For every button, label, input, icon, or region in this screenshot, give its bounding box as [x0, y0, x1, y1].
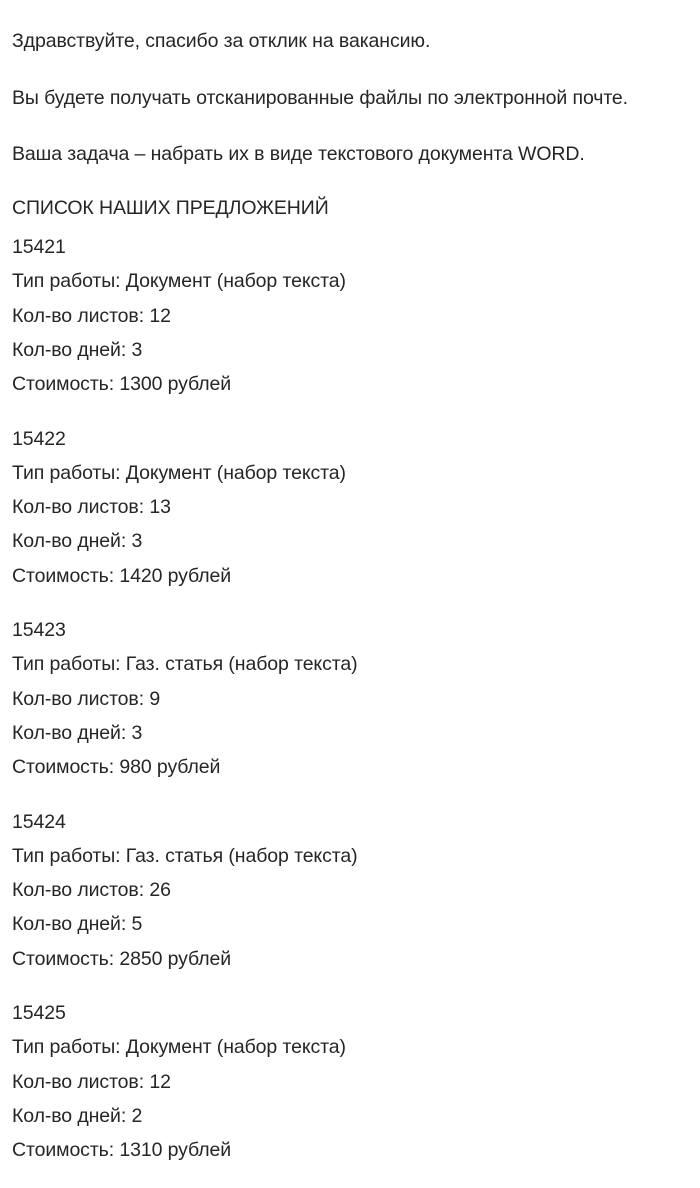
- offer-work-type: Тип работы: Газ. статья (набор текста): [12, 653, 358, 676]
- offer-item: [12, 230, 692, 422]
- offer-price: Стоимость: 1310 рублей: [12, 1139, 232, 1162]
- offer-days-count: Кол-во дней: 3: [12, 721, 143, 744]
- offer-sheets-count: Кол-во листов: 26: [12, 879, 171, 902]
- offer-item: [12, 422, 692, 614]
- offer-item: [12, 613, 692, 805]
- offer-id: 15422: [12, 427, 66, 450]
- offer-sheets-count: Кол-во листов: 13: [12, 496, 171, 519]
- offer-id: 15421: [12, 236, 66, 258]
- offer-work-type: Тип работы: Документ (набор текста): [12, 1036, 346, 1059]
- offer-price: Стоимость: 2850 рублей: [12, 947, 232, 970]
- offer-days-count: Кол-во дней: 3: [12, 338, 143, 361]
- offer-price: Стоимость: 1300 рублей: [12, 373, 232, 396]
- offer-days-count: Кол-во дней: 3: [12, 530, 143, 553]
- files-info-text: Вы будете получать отсканированные файлы по электронной почте.: [12, 87, 628, 109]
- offer-sheets-count: Кол-во листов: 12: [12, 1070, 171, 1093]
- greeting-text: Здравствуйте, спасибо за отклик на вакансию.: [12, 30, 431, 52]
- offer-work-type: Тип работы: Документ (набор текста): [12, 270, 346, 293]
- offer-item: [12, 805, 692, 997]
- offer-id: 15423: [12, 619, 66, 641]
- offers-list-title: СПИСОК НАШИХ ПРЕДЛОЖЕНИЙ: [12, 197, 329, 219]
- offer-sheets-count: Кол-во листов: 12: [12, 304, 171, 327]
- task-text: Ваша задача – набрать их в виде текстового документа WORD.: [12, 143, 585, 165]
- offer-id: 15424: [12, 810, 66, 833]
- offer-days-count: Кол-во дней: 5: [12, 913, 143, 936]
- offer-work-type: Тип работы: Газ. статья (набор текста): [12, 844, 358, 867]
- offer-price: Стоимость: 1420 рублей: [12, 564, 232, 587]
- offer-id: 15425: [12, 1002, 66, 1024]
- offer-sheets-count: Кол-во листов: 9: [12, 687, 161, 710]
- offers-list: [12, 230, 692, 1188]
- offer-price: Стоимость: 980 рублей: [12, 756, 221, 779]
- offer-days-count: Кол-во дней: 2: [12, 1104, 143, 1127]
- offer-work-type: Тип работы: Документ (набор текста): [12, 461, 346, 484]
